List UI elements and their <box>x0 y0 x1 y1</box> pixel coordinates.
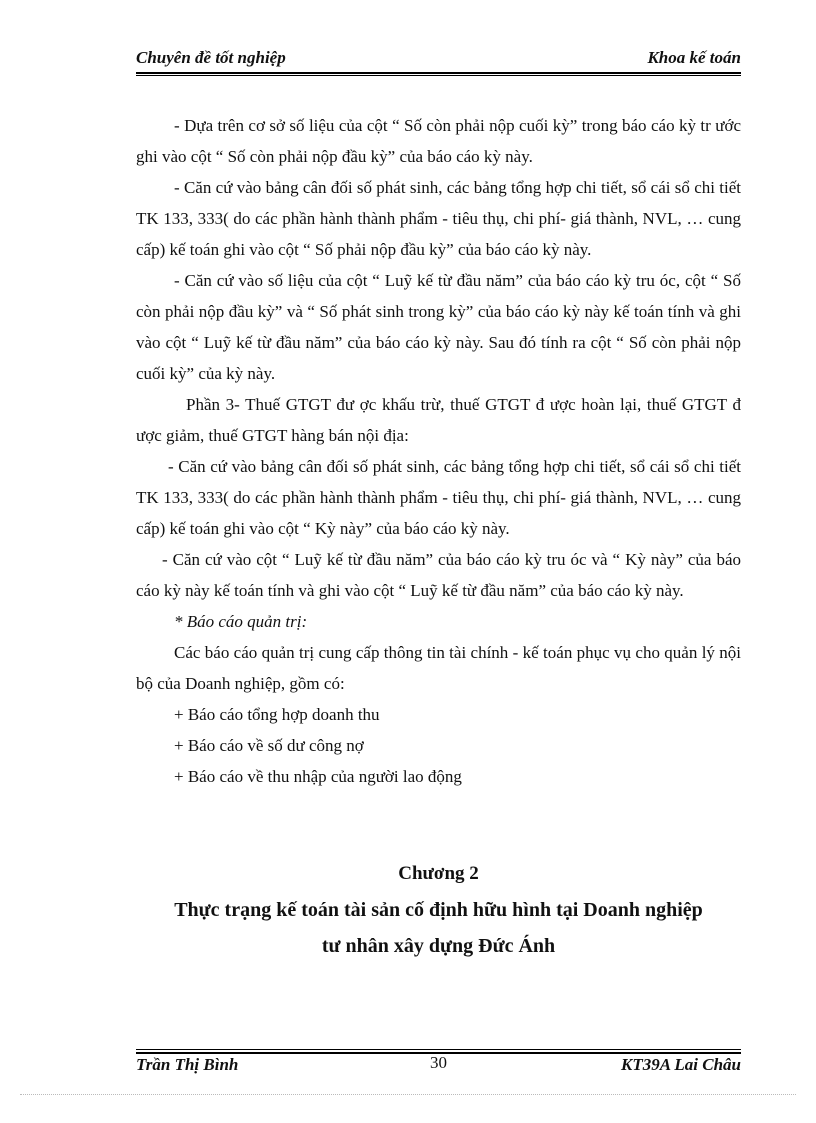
page-header <box>136 48 741 70</box>
page-number: 30 <box>430 1053 447 1072</box>
paragraph: Phần 3- Thuế GTGT đư ợc khấu trừ, thuế GTGT đ ược hoàn lại, thuế GTGT đ ược giảm, thuế GTGT hàng bán nội địa: <box>136 395 741 445</box>
header-department: Khoa kế toán <box>647 48 741 67</box>
footer-author: Trần Thị Bình <box>136 1055 239 1074</box>
chapter-title-line-1: Thực trạng kế toán tài sản cố định hữu hình tại Doanh nghiệp <box>174 899 703 921</box>
chapter-heading <box>136 860 741 964</box>
header-rule <box>136 72 741 74</box>
header-title: Chuyên đề tốt nghiệp <box>136 48 286 67</box>
paragraph: - Căn cứ vào số liệu của cột “ Luỹ kế từ đầu năm” của báo cáo kỳ tru óc, cột “ Số còn phải nộp đầu kỳ” và “ Số phát sinh trong kỳ” của báo cáo kỳ này kế toán tính và ghi vào cột “ Luỹ kế từ đầu năm” của báo cáo kỳ này. Sau đó tính ra cột “ Số còn phải nộp cuối kỳ” của kỳ này. <box>136 271 741 383</box>
list-item: + Báo cáo tổng hợp doanh thu <box>174 705 380 724</box>
list-item: + Báo cáo về số dư công nợ <box>174 736 364 755</box>
header-rule-thin <box>136 75 741 76</box>
paragraph: - Căn cứ vào bảng cân đối số phát sinh, các bảng tổng hợp chi tiết, sổ cái sổ chi tiết TK 133, 333( do các phần hành thành phẩm - tiêu thụ, chi phí- giá thành, NVL, … cung cấp) kế toán ghi vào cột “ Kỳ này” của báo cáo kỳ này. <box>136 457 741 538</box>
chapter-number: Chương 2 <box>398 863 479 884</box>
chapter-title-line-2: tư nhân xây dựng Đức Ánh <box>321 935 556 957</box>
paragraph: - Căn cứ vào cột “ Luỹ kế từ đầu năm” của báo cáo kỳ tru óc và “ Kỳ này” của báo cáo kỳ này kế toán tính và ghi vào cột “ Luỹ kế từ đầu năm” của báo cáo kỳ này. <box>136 550 741 600</box>
page-footer <box>136 1053 741 1077</box>
footer-class: KT39A Lai Châu <box>621 1055 741 1074</box>
paragraph: - Căn cứ vào bảng cân đối số phát sinh, các bảng tổng hợp chi tiết, sổ cái sổ chi tiết TK 133, 333( do các phần hành thành phẩm - tiêu thụ, chi phí- giá thành, NVL, … cung cấp) kế toán ghi vào cột “ Số phải nộp đầu kỳ” của báo cáo kỳ này. <box>136 178 741 259</box>
section-heading: * Báo cáo quản trị: <box>174 612 308 631</box>
list-item: + Báo cáo về thu nhập của người lao động <box>174 767 462 786</box>
page-boundary <box>20 1094 796 1095</box>
footer-rule-thin <box>136 1049 741 1050</box>
paragraph: - Dựa trên cơ sở số liệu của cột “ Số còn phải nộp cuối kỳ” trong báo cáo kỳ tr ước ghi vào cột “ Số còn phải nộp đầu kỳ” của báo cáo kỳ này. <box>136 116 741 166</box>
document-body <box>136 110 741 792</box>
paragraph: Các báo cáo quản trị cung cấp thông tin tài chính - kế toán phục vụ cho quản lý nội bộ của Doanh nghiệp, gồm có: <box>136 643 741 693</box>
